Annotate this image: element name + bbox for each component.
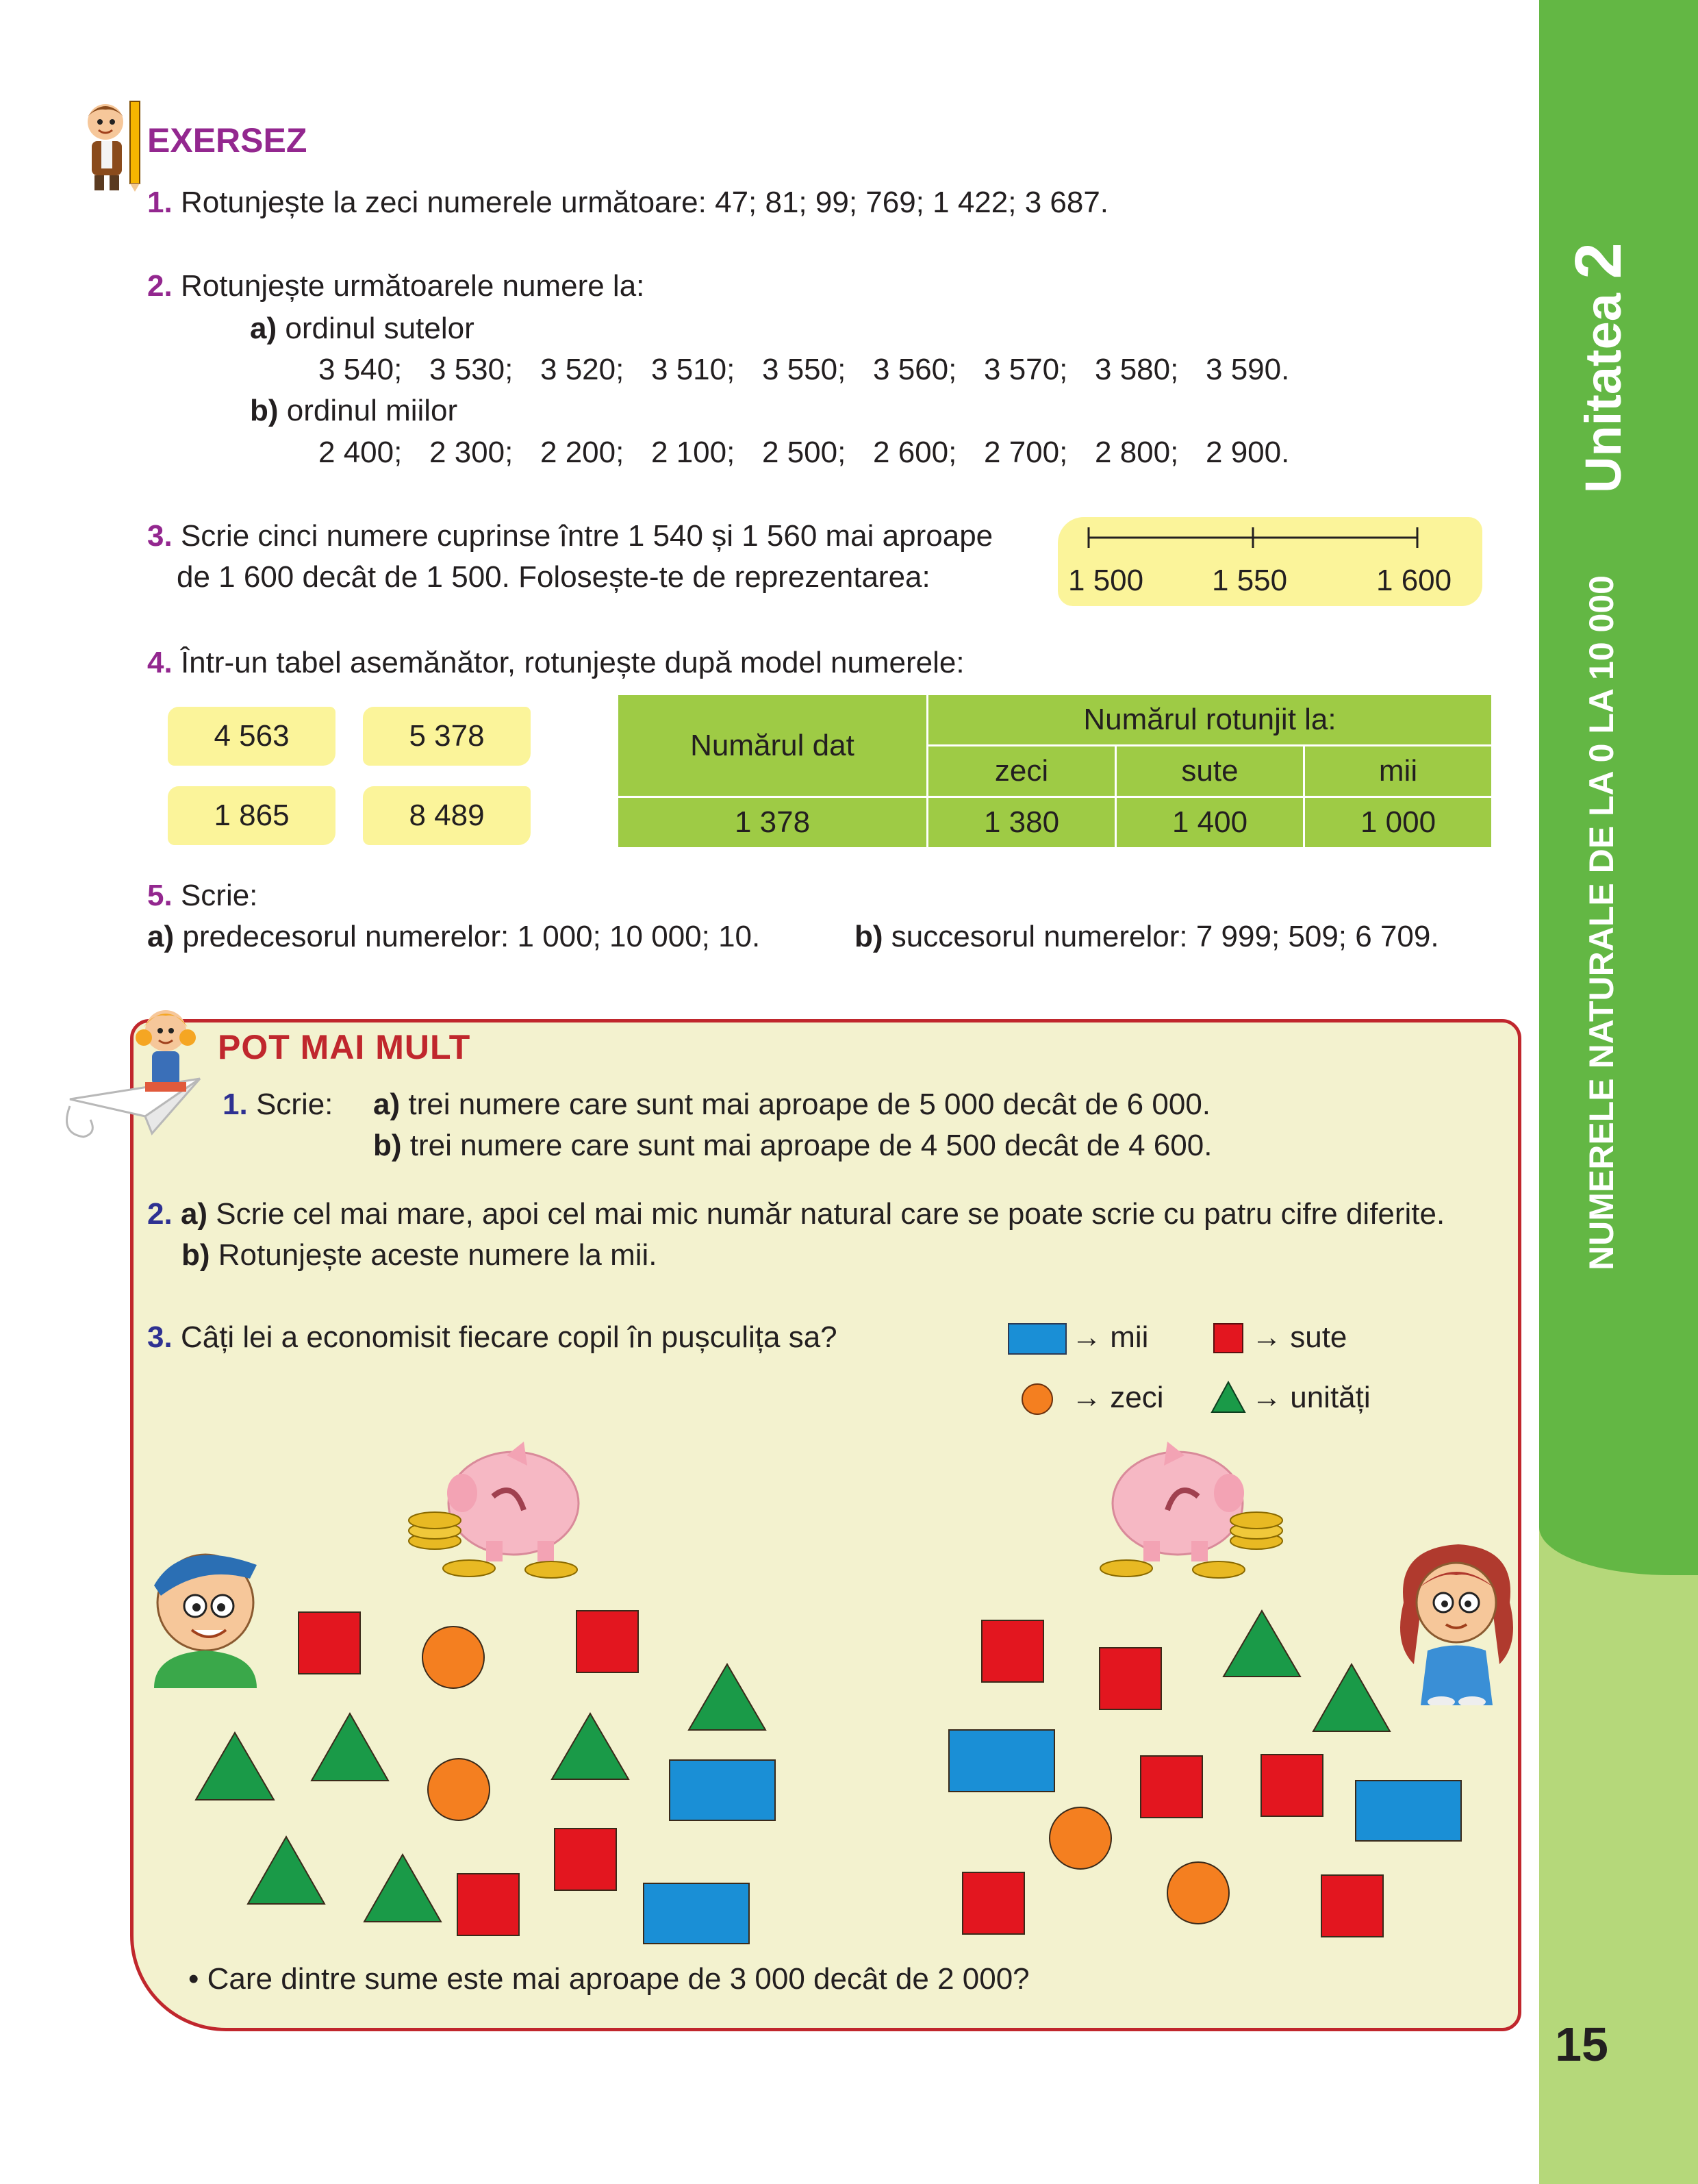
item-label: b) — [373, 1129, 402, 1162]
table-cell: 1 400 — [1116, 797, 1304, 849]
green-triangle-icon — [312, 1714, 388, 1781]
value: 3 540; — [318, 353, 403, 386]
blue-rectangle-icon — [949, 1730, 1054, 1792]
value: 3 590. — [1206, 353, 1290, 386]
exercise-3 — [147, 517, 993, 555]
table-header-given: Numărul dat — [618, 694, 928, 797]
item-label: a) — [250, 312, 277, 345]
green-triangle-icon — [364, 1855, 441, 1922]
value: 3 550; — [762, 353, 846, 386]
piggy-bank-icon — [404, 1438, 603, 1596]
green-triangle-icon — [1313, 1664, 1390, 1731]
exercise-number: 4. — [147, 646, 173, 679]
red-square-icon — [963, 1872, 1024, 1934]
value: 2 700; — [984, 436, 1068, 469]
item-label: a) — [180, 1197, 208, 1231]
exercise-2b — [250, 392, 457, 430]
table-subheader: mii — [1304, 746, 1493, 797]
item-label: b) — [854, 920, 883, 953]
item-text: trei numere care sunt mai aproape de 4 500 decât de 4 600. — [409, 1129, 1213, 1162]
boy-with-pencil-icon — [74, 96, 149, 192]
table-cell: 1 000 — [1304, 797, 1493, 849]
legend-label: → zeci — [1072, 1381, 1164, 1414]
pot-exercise-3 — [147, 1318, 837, 1357]
value: 3 570; — [984, 353, 1068, 386]
exercise-number: 2. — [147, 1197, 173, 1231]
red-square-icon — [457, 1874, 519, 1935]
right-shapes-set — [938, 1603, 1472, 1945]
exercise-text: Câți lei a economisit fiecare copil în pușculița sa? — [180, 1320, 837, 1354]
legend-blue-rectangle-icon — [1008, 1323, 1067, 1355]
item-text: succesorul numerelor: 7 999; 509; 6 709. — [891, 920, 1439, 953]
exercise-text: Scrie: — [255, 1088, 333, 1121]
number-card: 4 563 — [168, 707, 335, 766]
table-cell: 1 378 — [618, 797, 928, 849]
value: 2 300; — [429, 436, 514, 469]
value: 2 500; — [762, 436, 846, 469]
unit-word: Unitatea — [1575, 293, 1632, 493]
item-label: a) — [147, 920, 175, 953]
legend-label: → mii — [1072, 1320, 1149, 1354]
value: 3 510; — [651, 353, 735, 386]
piggy-bank-icon — [1089, 1438, 1287, 1596]
blue-rectangle-icon — [670, 1760, 775, 1820]
pot-exercise-1b — [373, 1127, 1212, 1165]
tick-label: 1 500 — [1068, 564, 1144, 597]
pot-exercise-1a — [373, 1085, 1211, 1124]
exercise-number: 5. — [147, 879, 173, 912]
exercise-number: 3. — [147, 519, 173, 553]
exercise-text: Într-un tabel asemănător, rotunjește după model numerele: — [180, 646, 965, 679]
value: 2 400; — [318, 436, 403, 469]
legend-label: → sute — [1252, 1320, 1347, 1354]
legend-label: → unități — [1252, 1381, 1371, 1414]
number-card: 5 378 — [363, 707, 531, 766]
exercise-number: 1. — [147, 186, 173, 219]
exercise-text: Rotunjește următoarele numere la: — [180, 269, 645, 303]
item-label: a) — [373, 1088, 401, 1121]
red-square-icon — [1321, 1875, 1383, 1937]
green-triangle-icon — [196, 1733, 274, 1800]
exersez-title: EXERSEZ — [147, 121, 307, 160]
green-triangle-icon — [552, 1714, 629, 1779]
table-subheader: zeci — [928, 746, 1116, 797]
left-shapes-set — [185, 1596, 787, 1952]
number-card: 1 865 — [168, 786, 335, 845]
exercise-4 — [147, 644, 965, 682]
red-square-icon — [576, 1611, 638, 1672]
exercise-5b — [854, 918, 1439, 956]
green-triangle-icon — [1224, 1611, 1300, 1677]
value: 2 100; — [651, 436, 735, 469]
exercise-text-line1: Scrie cinci numere cuprinse între 1 540 și 1 560 mai aproape — [180, 519, 993, 553]
table-row — [618, 797, 1493, 849]
tick-label: 1 600 — [1376, 564, 1452, 597]
tick-label: 1 550 — [1212, 564, 1288, 597]
orange-circle-icon — [428, 1759, 490, 1820]
legend-green-triangle-icon — [1211, 1381, 1246, 1414]
exercise-2 — [147, 267, 644, 305]
blue-rectangle-icon — [644, 1883, 749, 1944]
exercise-text: Scrie: — [180, 879, 258, 912]
item-label: b) — [250, 394, 279, 427]
table-cell: 1 380 — [928, 797, 1116, 849]
red-square-icon — [1141, 1756, 1202, 1818]
exercise-number: 3. — [147, 1320, 173, 1354]
value: 2 800; — [1095, 436, 1179, 469]
item-text: trei numere care sunt mai aproape de 5 000 decât de 6 000. — [408, 1088, 1211, 1121]
number-line — [1068, 520, 1438, 555]
page-number: 15 — [1555, 2018, 1608, 2071]
item-text: ordinul sutelor — [285, 312, 474, 345]
pot-exercise-2b — [181, 1236, 657, 1275]
value: 3 520; — [540, 353, 624, 386]
value: 2 200; — [540, 436, 624, 469]
green-triangle-icon — [248, 1837, 325, 1904]
item-text: ordinul miilor — [286, 394, 458, 427]
item-label: b) — [181, 1238, 210, 1272]
blue-rectangle-icon — [1356, 1781, 1461, 1841]
unit-number: 2 — [1562, 242, 1635, 279]
green-triangle-icon — [689, 1664, 765, 1730]
exercise-text: Rotunjește la zeci numerele următoare: 47; 81; 99; 769; 1 422; 3 687. — [180, 186, 1109, 219]
value: 3 580; — [1095, 353, 1179, 386]
table-subheader: sute — [1116, 746, 1304, 797]
girl-on-paper-plane-icon — [63, 996, 220, 1161]
value: 2 600; — [873, 436, 957, 469]
item-text: Scrie cel mai mare, apoi cel mai mic număr natural care se poate scrie cu patru cifre diferite. — [216, 1197, 1445, 1231]
item-text: Rotunjește aceste numere la mii. — [218, 1238, 657, 1272]
exercise-number: 1. — [223, 1088, 248, 1121]
exercise-3-line2: de 1 600 decât de 1 500. Folosește-te de reprezentarea: — [177, 560, 930, 594]
table-header-rounded: Numărul rotunjit la: — [928, 694, 1493, 746]
red-square-icon — [299, 1612, 360, 1674]
red-square-icon — [1261, 1755, 1323, 1816]
exercise-5 — [147, 877, 257, 915]
orange-circle-icon — [422, 1627, 484, 1688]
red-square-icon — [1100, 1648, 1161, 1709]
exercise-number: 2. — [147, 269, 173, 303]
value: 3 560; — [873, 353, 957, 386]
pot-question: • Care dintre sume este mai aproape de 3 000 decât de 2 000? — [188, 1962, 1030, 1996]
exercise-1 — [147, 184, 1108, 222]
legend-orange-circle-icon — [1022, 1383, 1053, 1415]
item-text: predecesorul numerelor: 1 000; 10 000; 10. — [182, 920, 761, 953]
orange-circle-icon — [1050, 1807, 1111, 1869]
pot-mai-mult-title: POT MAI MULT — [218, 1028, 471, 1066]
unit-label — [1561, 242, 1636, 493]
value: 3 530; — [429, 353, 514, 386]
legend-red-square-icon — [1213, 1323, 1243, 1353]
unit-title: NUMERELE NATURALE DE LA 0 LA 10 000 — [1582, 575, 1621, 1270]
rounding-table — [616, 693, 1493, 849]
value: 2 900. — [1206, 436, 1290, 469]
red-square-icon — [555, 1829, 616, 1890]
pot-exercise-2a — [147, 1195, 1445, 1233]
orange-circle-icon — [1167, 1862, 1229, 1924]
red-square-icon — [982, 1620, 1043, 1682]
number-card: 8 489 — [363, 786, 531, 845]
pot-exercise-1 — [223, 1085, 333, 1124]
exercise-5a — [147, 918, 760, 956]
exercise-2a — [250, 310, 474, 348]
